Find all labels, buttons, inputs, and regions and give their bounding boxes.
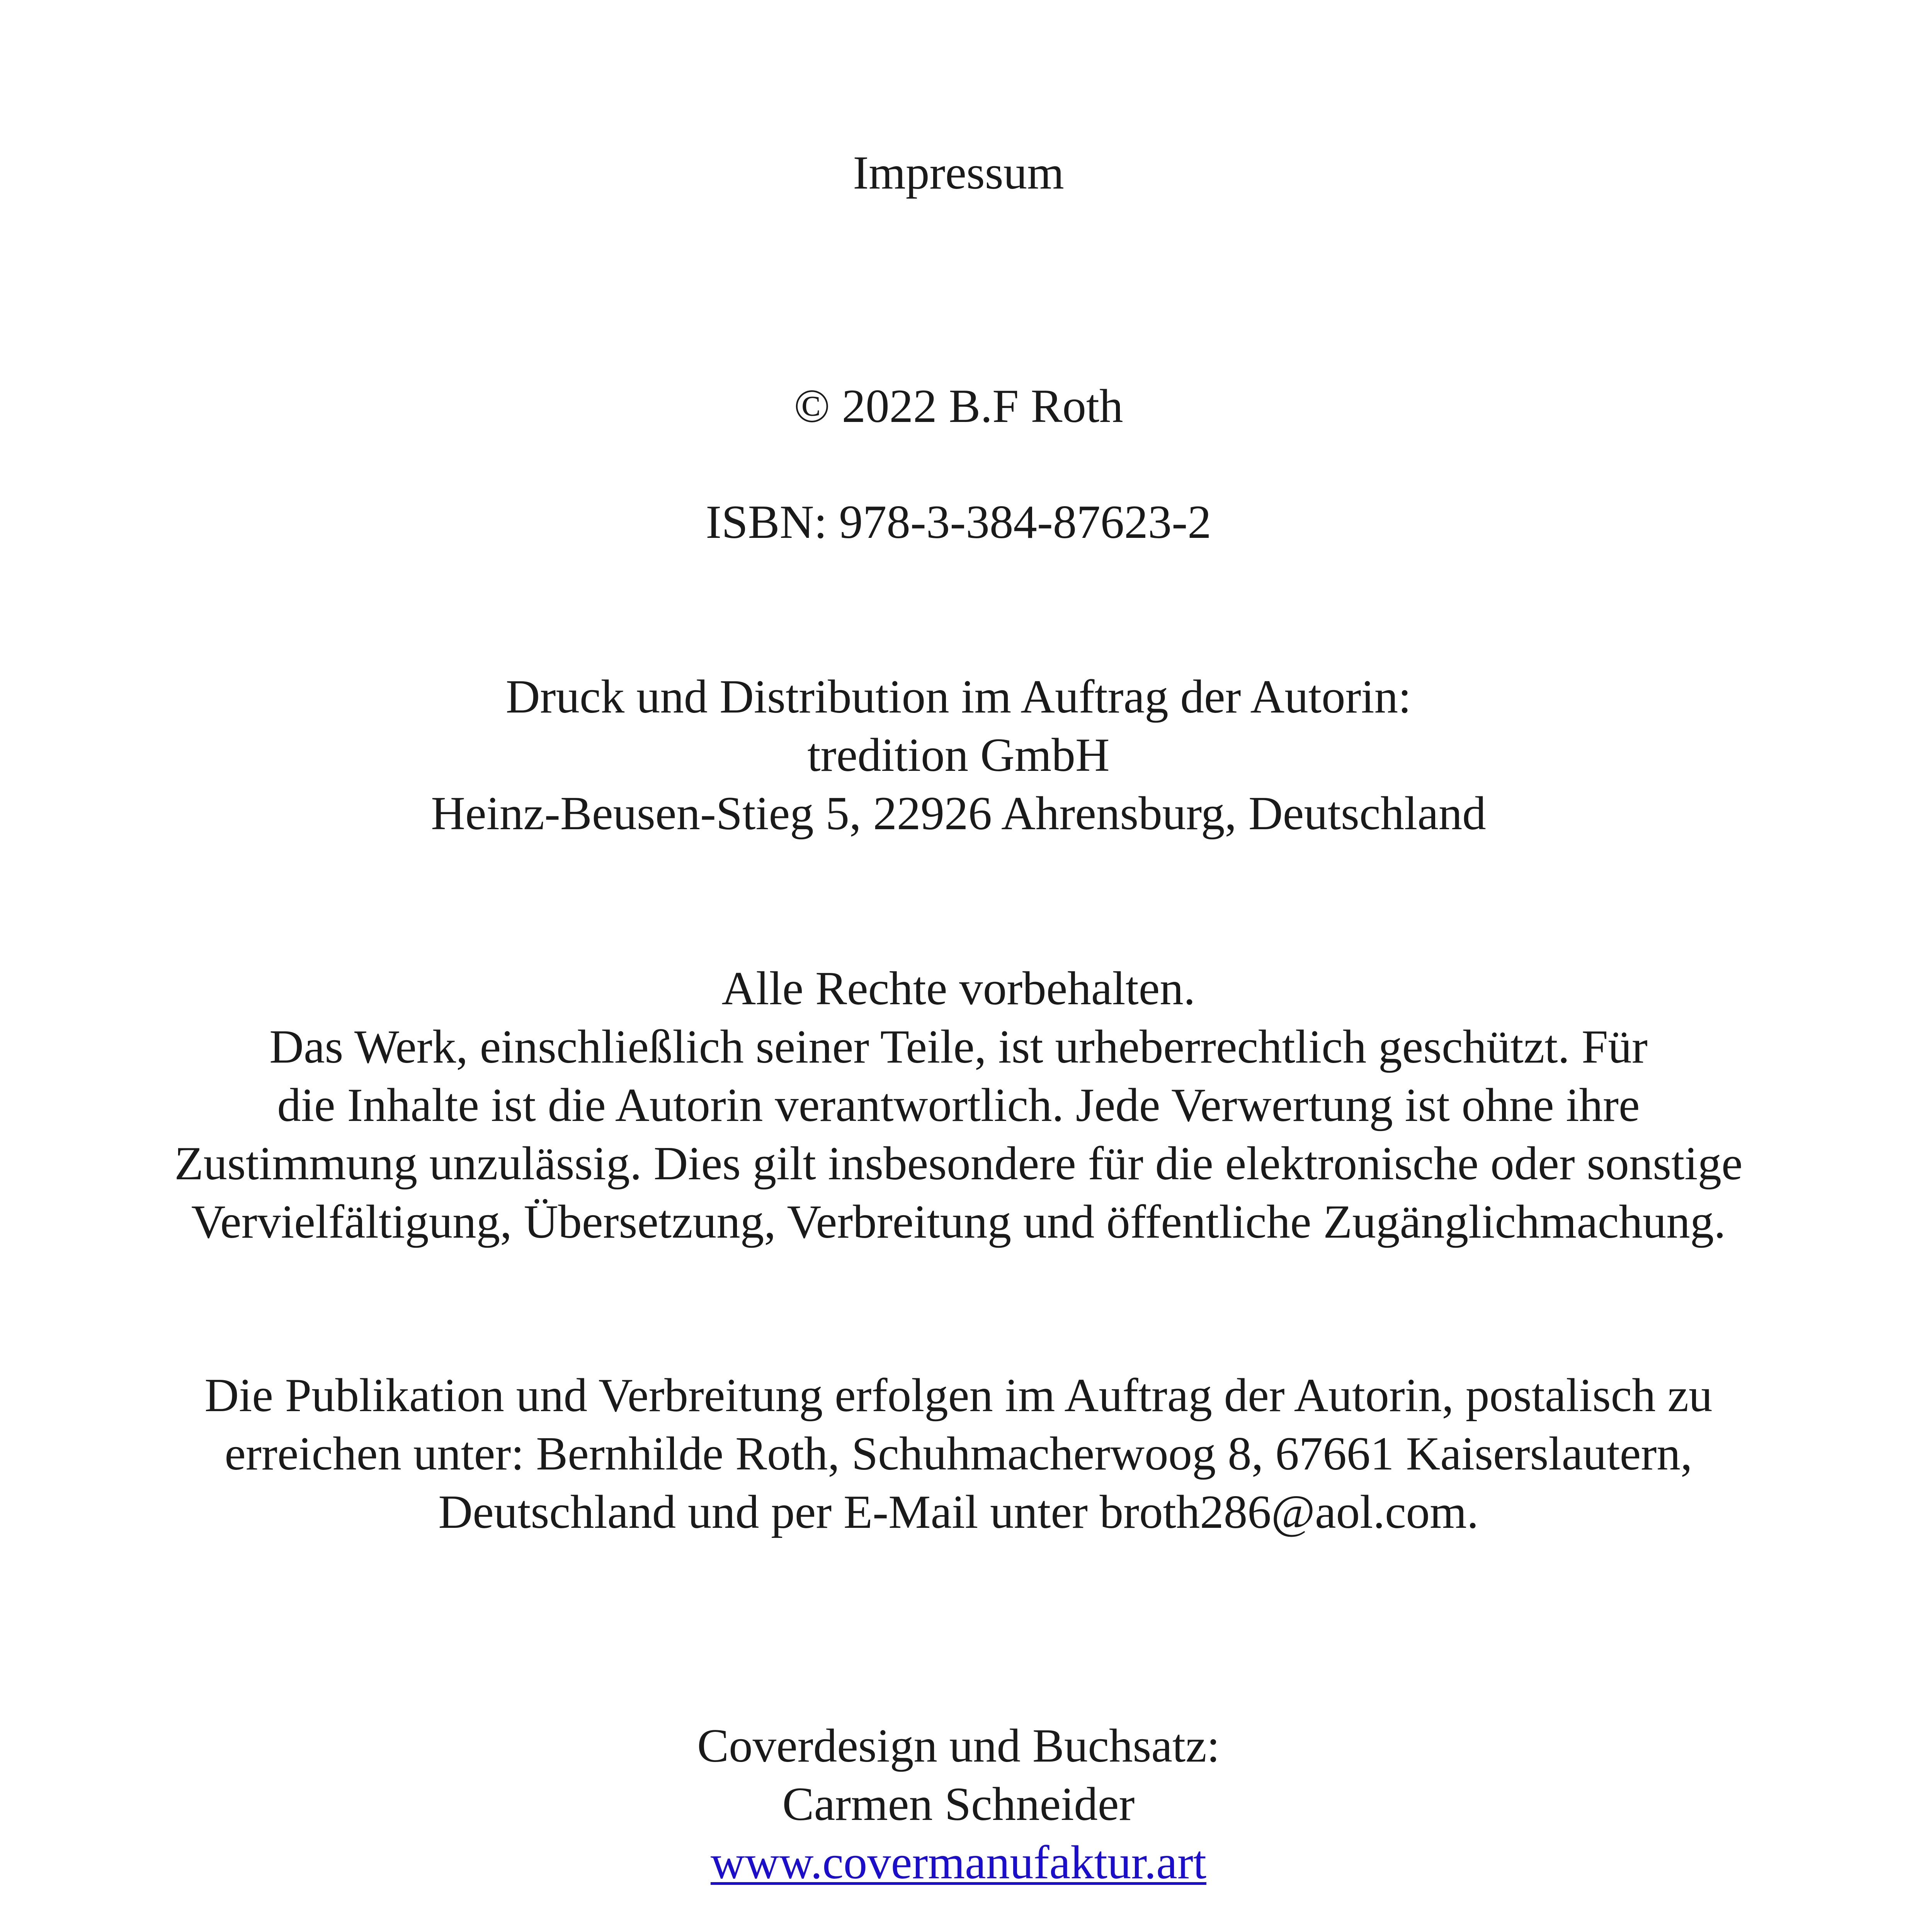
contact-line: Die Publikation und Verbreitung erfolgen im Auftrag der Autorin, postalisch zu bbox=[204, 1369, 1713, 1422]
rights-section bbox=[0, 959, 1917, 1251]
rights-line: Alle Rechte vorbehalten. bbox=[721, 962, 1196, 1015]
rights-line: Zustimmung unzulässig. Dies gilt insbesondere für die elektronische oder sonstige bbox=[174, 1137, 1743, 1190]
isbn-text: ISBN: 978-3-384-87623-2 bbox=[706, 495, 1211, 548]
contact-line: erreichen unter: Bernhilde Roth, Schuhmacherwoog 8, 67661 Kaiserslautern, bbox=[225, 1427, 1692, 1480]
credits-name: Carmen Schneider bbox=[782, 1777, 1135, 1830]
contact-section bbox=[0, 1366, 1917, 1541]
credits-section bbox=[0, 1716, 1917, 1891]
rights-line: Das Werk, einschließlich seiner Teile, ist urheberrechtlich geschützt. Für bbox=[269, 1020, 1648, 1073]
publisher-section bbox=[0, 667, 1917, 842]
copyright-text: © 2022 B.F Roth bbox=[794, 379, 1123, 432]
publisher-name: tredition GmbH bbox=[807, 728, 1110, 781]
rights-line: Vervielfältigung, Übersetzung, Verbreitung und öffentliche Zugänglichmachung. bbox=[191, 1195, 1726, 1248]
contact-line: Deutschland und per E-Mail unter broth286@aol.com. bbox=[438, 1485, 1479, 1538]
rights-line: die Inhalte ist die Autorin verantwortlich. Jede Verwertung ist ohne ihre bbox=[277, 1078, 1640, 1131]
credits-website-line bbox=[0, 1833, 1917, 1891]
page-title bbox=[0, 143, 1917, 202]
page-title-text: Impressum bbox=[853, 146, 1064, 199]
credits-heading: Coverdesign und Buchsatz: bbox=[697, 1719, 1220, 1772]
publisher-heading: Druck und Distribution im Auftrag der Autorin: bbox=[505, 670, 1412, 723]
isbn-section bbox=[0, 493, 1917, 551]
publisher-address: Heinz-Beusen-Stieg 5, 22926 Ahrensburg, Deutschland bbox=[431, 787, 1486, 840]
website-link[interactable]: www.covermanufaktur.art bbox=[710, 1836, 1207, 1889]
copyright-notice bbox=[0, 377, 1917, 435]
